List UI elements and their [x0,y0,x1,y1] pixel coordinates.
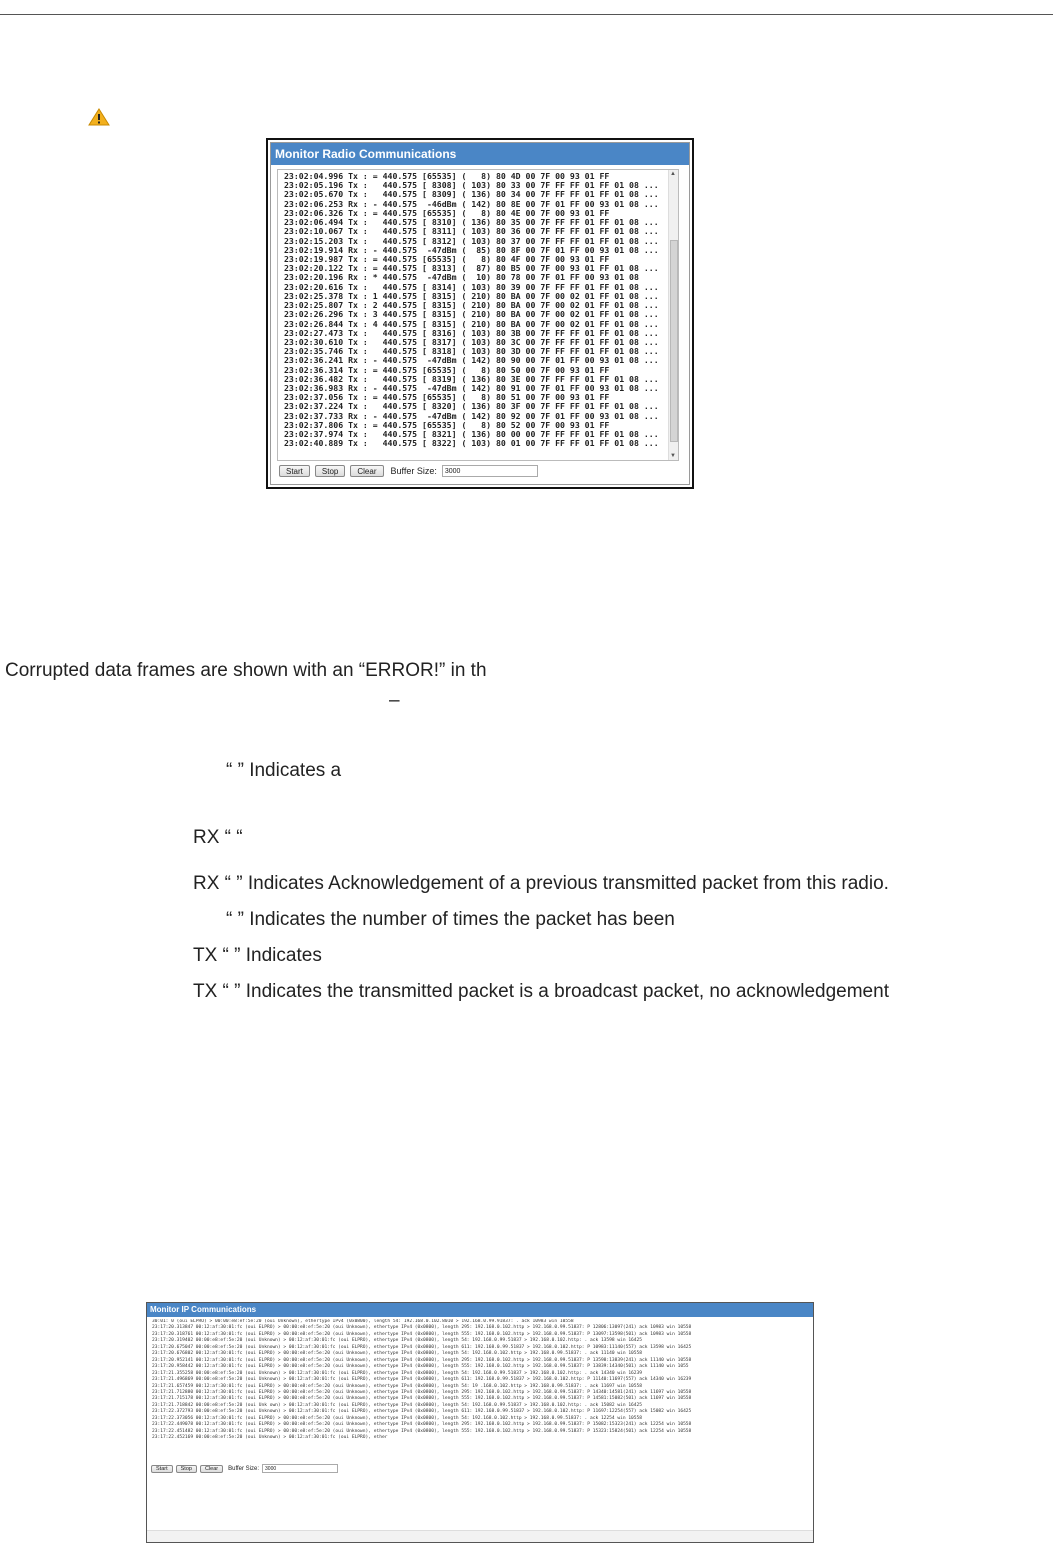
log-line: 23:02:06.326 Tx : = 440.575 [65535] ( 8) 80 4E 00 7F 00 93 01 FF [284,207,610,218]
log-line: 23:02:20.196 Rx : * 440.575 -47dBm ( 10) 80 78 00 7F 01 FF 00 93 01 08 [284,272,639,283]
tx-broadcast-text: TX “ ” Indicates the transmitted packet is a broadcast packet, no acknowledgement [193,981,889,1002]
log-line: 23:17:22.452169 00:00:e8:ef:5e:20 (oui Unknown) > 00:12:af:30:01:fc (oui ELPRO), ether [152,1435,388,1441]
scroll-down-icon[interactable]: ▼ [670,453,676,459]
radio-controls [279,465,538,477]
log-line: 23:02:37.974 Tx : 440.575 [ 8321] ( 136) 80 00 00 7F FF FF 01 FF 01 08 ... [284,429,659,440]
log-line: 23:17:20.952141 00:12:af:30:01:fc (oui ELPRO) > 00:00:e8:ef:5e:20 (oui Unknown), ethertype IPv4 (0x0800), length 295: 192.168.0.102.http > 192.168.0.99.51837: P 13598:13839(241) ack 11140 win 10558 [152,1357,692,1363]
log-line: 23:17:22.373056 00:12:af:30:01:fc (oui ELPRO) > 00:00:e8:ef:5e:20 (oui Unknown), ethertype IPv4 (0x0800), length 54: 192.168.0.102.http > 192.168.0.99.51837: . ack 12254 win 10558 [152,1415,643,1421]
clear-button[interactable]: Clear [200,1465,223,1473]
log-line: 23:02:25.807 Tx : 2 440.575 [ 8315] ( 210) 80 BA 00 7F 00 02 01 FF 01 08 ... [284,300,659,311]
radio-log-area[interactable] [277,169,679,461]
log-line: 23:17:20.676802 00:12:af:30:01:fc (oui ELPRO) > 00:00:e8:ef:5e:20 (oui Unknown), ethertype IPv4 (0x0800), length 54: 192.168.0.102.http > 192.168.0.99.51837: . ack 11140 win 10558 [152,1351,643,1357]
radio-panel-title: Monitor Radio Communications [271,143,689,165]
log-line: 23:17:21.712880 00:12:af:30:01:fc (oui ELPRO) > 00:00:e8:ef:5e:20 (oui Unknown), ethertype IPv4 (0x0800), length 295: 192.168.0.102.http > 192.168.0.99.51837: P 14340:14581(241) ack 11697 win 10558 [152,1389,692,1395]
radio-log-scrollbar[interactable] [668,170,678,460]
log-line: 23:02:20.616 Tx : 440.575 [ 8314] ( 103) 80 39 00 7F FF FF 01 FF 01 08 ... [284,281,659,292]
log-line: 23:02:05.196 Tx : 440.575 [ 8308] ( 103) 80 33 00 7F FF FF 01 FF 01 08 ... [284,180,659,191]
log-line: 23:02:36.983 Rx : - 440.575 -47dBm ( 142) 80 91 00 7F 01 FF 00 93 01 08 ... [284,383,659,394]
log-line: 23:02:36.241 Rx : - 440.575 -47dBm ( 142) 80 90 00 7F 01 FF 00 93 01 08 ... [284,355,659,366]
indicates-a-text: “ ” Indicates a [226,760,342,781]
clear-button[interactable]: Clear [350,465,383,477]
log-line: 23:02:15.203 Tx : 440.575 [ 8312] ( 103) 80 37 00 7F FF FF 01 FF 01 08 ... [284,235,659,246]
log-line: 23:17:21.496869 00:00:e8:ef:5e:20 (oui Unknown) > 00:12:af:30:01:fc (oui ELPRO), ethertype IPv4 (0x0800), length 611: 192.168.0.99.51837 > 192.168.0.102.http: P 11140:11697(557) ack 14340 win 16239 [152,1377,692,1383]
log-line: 23:02:19.914 Rx : - 440.575 -47dBm ( 85) 80 8F 00 7F 01 FF 00 93 01 08 ... [284,244,659,255]
log-line: 23:17:20.675047 00:00:e8:ef:5e:20 (oui Unknown) > 00:12:af:30:01:fc (oui ELPRO), ethertype IPv4 (0x0800), length 611: 192.168.0.99.51837 > 192.168.0.102.http: P 10983:11140(557) ack 13598 win 16425 [152,1344,692,1350]
rx-ack-text: RX “ ” Indicates Acknowledgement of a previous transmitted packet from this radio. [193,873,889,894]
log-line: 23:02:35.746 Tx : 440.575 [ 8318] ( 103) 80 3D 00 7F FF FF 01 FF 01 08 ... [284,346,659,357]
log-line: 23:17:21.355258 00:00:e8:ef:5e:20 (oui Unknown) > 00:12:af:30:01:fc (oui ELPRO), ethertype IPv4 (0x0800), length 54: 192.168.0.99.51837 > 192.168.0.102.http: . ack 14340 win 16239 [152,1370,643,1376]
rx-quote-text: RX “ “ [193,827,243,848]
buffer-size-input[interactable] [262,1464,338,1473]
ip-log-lines[interactable] [152,1319,809,1442]
radio-panel-frame [270,142,690,485]
log-line: 23:02:37.733 Rx : - 440.575 -47dBm ( 142) 80 92 00 7F 01 FF 00 93 01 08 ... [284,410,659,421]
tx-indicates-text: TX “ ” Indicates [193,945,322,966]
radio-log-lines [284,172,668,460]
log-line: 23:02:27.473 Tx : 440.575 [ 8316] ( 103) 80 3B 00 7F FF FF 01 FF 01 08 ... [284,327,659,338]
log-line: 23:17:22.449078 00:12:af:30:01:fc (oui ELPRO) > 00:00:e8:ef:5e:20 (oui Unknown), ethertype IPv4 (0x0800), length 295: 192.168.0.102.http > 192.168.0.99.51837: P 15082:15323(241) ack 12254 win 10558 [152,1422,692,1428]
top-rule [0,14,1053,15]
stop-button[interactable]: Stop [315,465,345,477]
log-line: 23:17:20.958442 00:12:af:30:01:fc (oui ELPRO) > 00:00:e8:ef:5e:20 (oui Unknown), ethertype IPv4 (0x0800), length 555: 192.168.0.102.http > 192.168.0.99.51837: P 13839:14340(501) ack 11140 win 1055 [152,1364,689,1370]
log-line: 23:17:20.318761 00:12:af:30:01:fc (oui ELPRO) > 00:00:e8:ef:5e:20 (oui Unknown), ethertype IPv4 (0x0800), length 555: 192.168.0.102.http > 192.168.0.99.51837: P 13097:13598(501) ack 10983 win 10558 [152,1331,692,1337]
log-line: 30:01: 0 (oui ELPRO) > 00:00:e8:ef:5e:20 (oui Unknown), ethertype IPv4 (0x0800), length 54: 192.168.0.102.8010 > 192.168.0.99.91837: . ack 10983 win 10558 [152,1319,574,1324]
log-line: 23:02:05.670 Tx : 440.575 [ 8309] ( 136) 80 34 00 7F FF FF 01 FF 01 08 ... [284,189,659,200]
log-line: 23:17:22.451482 00:12:af:30:01:fc (oui ELPRO) > 00:00:e8:ef:5e:20 (oui Unknown), ethertype IPv4 (0x0800), length 555: 192.168.0.102.http > 192.168.0.99.51837: P 15323:15824(501) ack 12254 win 10558 [152,1428,692,1434]
log-line: 23:02:37.806 Tx : = 440.575 [65535] ( 8) 80 52 00 7F 00 93 01 FF [284,419,610,430]
retry-count-text: “ ” Indicates the number of times the packet has been [226,909,675,930]
buffer-size-label: Buffer Size: [228,1465,260,1472]
log-line: 23:02:06.253 Rx : - 440.575 -46dBm ( 142) 80 8E 00 7F 01 FF 00 93 01 08 ... [284,198,659,209]
log-line: 23:17:20.319402 00:00:e8:ef:5e:20 (oui Unknown) > 00:12:af:30:01:fc (oui ELPRO), ethertype IPv4 (0x0800), length 54: 192.168.0.99.51837 > 192.168.0.102.http: . ack 13598 win 16425 [152,1338,643,1344]
log-line: 23:17:22.372793 00:00:e8:ef:5e:20 (oui Unknown) > 00:12:af:30:01:fc (oui ELPRO), ethertype IPv4 (0x0800), length 611: 192.168.0.99.51837 > 192.168.0.102.http: P 11697:12254(557) ack 15082 win 16425 [152,1409,692,1415]
log-line: 23:02:26.296 Tx : 3 440.575 [ 8315] ( 210) 80 BA 00 7F 00 02 01 FF 01 08 ... [284,309,659,320]
log-line: 23:02:40.889 Tx : 440.575 [ 8322] ( 103) 80 01 00 7F FF FF 01 FF 01 08 ... [284,438,659,449]
log-line: 23:02:10.067 Tx : 440.575 [ 8311] ( 103) 80 36 00 7F FF FF 01 FF 01 08 ... [284,226,659,237]
log-line: 23:17:21.718842 00:00:e8:ef:5e:20 (oui Unk own) > 00:12:af:30:01:fc (oui ELPRO), ethertype IPv4 (0x0800), length 54: 192.168.0.99.51837 > 192.168.0.102.http: . ack 15082 win 16425 [152,1402,643,1408]
log-line: 23:02:25.378 Tx : 1 440.575 [ 8315] ( 210) 80 BA 00 7F 00 02 01 FF 01 08 ... [284,290,659,301]
stop-button[interactable]: Stop [176,1465,197,1473]
log-line: 23:02:06.494 Tx : 440.575 [ 8310] ( 136) 80 35 00 7F FF FF 01 FF 01 08 ... [284,217,659,228]
log-line: 23:02:37.056 Tx : = 440.575 [65535] ( 8) 80 51 00 7F 00 93 01 FF [284,392,610,403]
log-line: 23:17:21.715178 00:12:af:30:01:fc (oui ELPRO) > 00:00:e8:ef:5e:20 (oui Unknown), ethertype IPv4 (0x0800), length 555: 192.168.0.102.http > 192.168.0.99.51837: P 14581:15082(501) ack 11697 win 10558 [152,1396,692,1402]
log-line: 23:17:21.657459 00:12:af:30:01:fc (oui ELPRO) > 00:00:e8:ef:5e:20 (oui Unknown), ethertype IPv4 (0x0800), length 54: 19 .168.0.102.http > 192.168.0.99.51837: . ack 11697 win 10558 [152,1383,643,1389]
log-line: 23:02:37.224 Tx : 440.575 [ 8320] ( 136) 80 3F 00 7F FF FF 01 FF 01 08 ... [284,401,659,412]
scrollbar-thumb[interactable] [670,240,678,442]
ip-panel-title: Monitor IP Communications [147,1303,813,1317]
buffer-size-input[interactable] [442,465,538,477]
warning-triangle-icon [88,108,110,126]
monitor-radio-panel [266,138,694,489]
log-line: 23:02:26.844 Tx : 4 440.575 [ 8315] ( 210) 80 BA 00 7F 00 02 01 FF 01 08 ... [284,318,659,329]
log-line: 23:02:36.482 Tx : 440.575 [ 8319] ( 136) 80 3E 00 7F FF FF 01 FF 01 08 ... [284,373,659,384]
log-line: 23:02:04.996 Tx : = 440.575 [65535] ( 8) 80 4D 00 7F 00 93 01 FF [284,172,610,181]
ip-panel-footer [147,1530,813,1542]
log-line: 23:02:19.987 Tx : = 440.575 [65535] ( 8) 80 4F 00 7F 00 93 01 FF [284,253,610,264]
monitor-ip-panel [146,1302,814,1543]
start-button[interactable]: Start [151,1465,173,1473]
log-line: 23:02:30.610 Tx : 440.575 [ 8317] ( 103) 80 3C 00 7F FF FF 01 FF 01 08 ... [284,336,659,347]
log-line: 23:02:36.314 Tx : = 440.575 [65535] ( 8) 80 50 00 7F 00 93 01 FF [284,364,610,375]
log-line: 23:17:20.313847 00:12:af:30:01:fc (oui ELPRO) > 00:00:e8:ef:5e:20 (oui Unknown), ethertype IPv4 (0x0800), length 295: 192.168.0.102.http > 192.168.0.99.51837: P 12806:13097(241) ack 10983 win 10558 [152,1325,692,1331]
start-button[interactable]: Start [279,465,310,477]
corrupted-frames-text: Corrupted data frames are shown with an “ERROR!” in th [5,660,487,681]
scroll-up-icon[interactable]: ▲ [670,171,676,177]
log-line: 23:02:20.122 Tx : = 440.575 [ 8313] ( 87) 80 B5 00 7F 00 93 01 FF 01 08 ... [284,263,659,274]
buffer-size-label: Buffer Size: [390,466,437,476]
ip-controls [151,1464,338,1473]
dash-fragment: – [389,690,400,711]
